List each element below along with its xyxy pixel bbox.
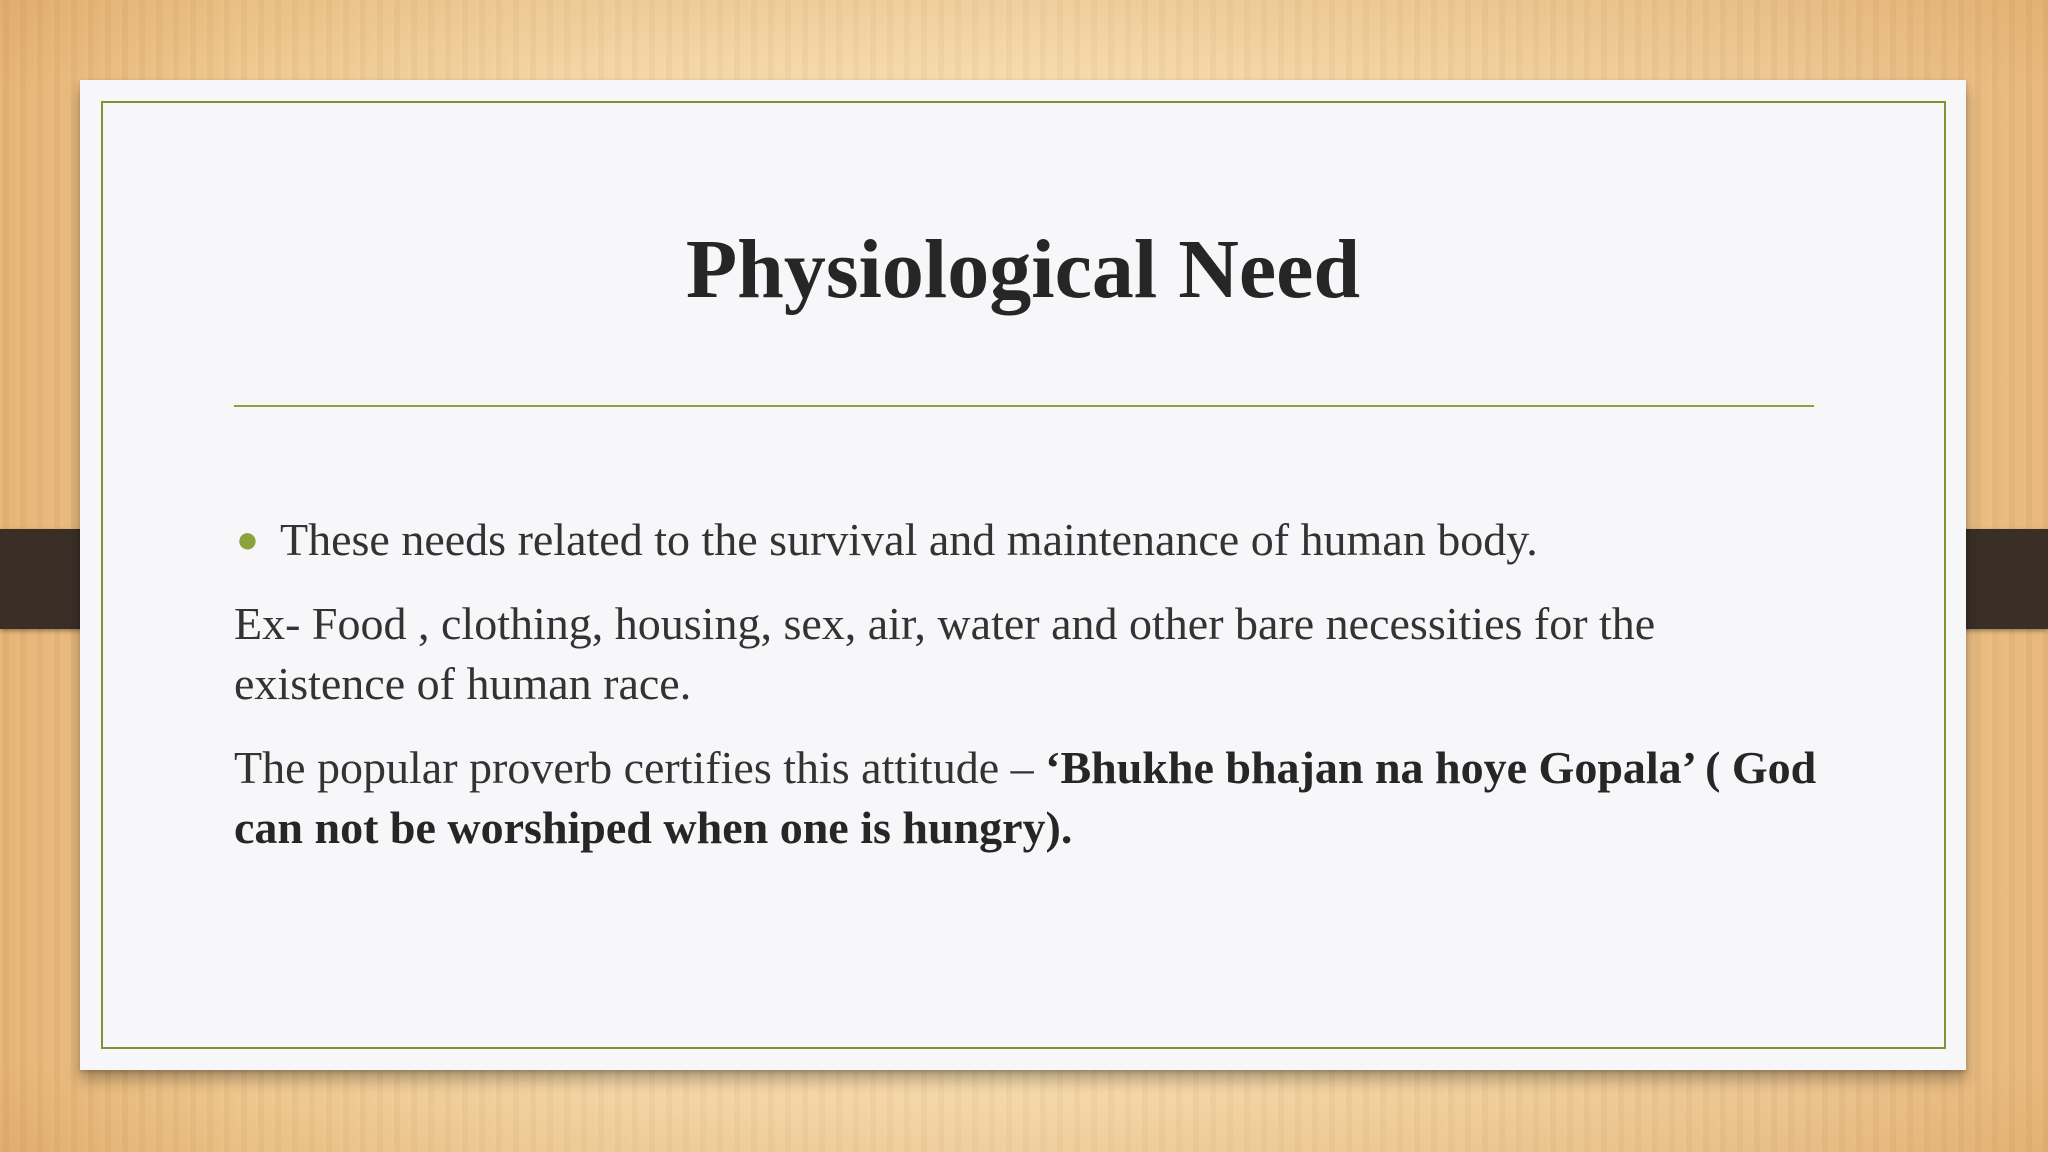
slide-title: Physiological Need	[685, 223, 1361, 316]
bullet-dot-icon: ●	[236, 519, 259, 561]
proverb-quote: ‘Bhukhe bhajan na hoye Gopala’ ( God can not be worshiped when one is hungry).	[234, 742, 1817, 853]
proverb-paragraph	[234, 738, 1834, 858]
background-bottom-shade	[0, 1062, 2048, 1152]
slide-card	[80, 80, 1966, 1070]
slide-content	[234, 510, 1834, 882]
bullet-item	[234, 510, 1834, 570]
proverb-intro: The popular proverb certifies this attitude –	[234, 742, 1046, 793]
bullet-text: These needs related to the survival and maintenance of human body.	[280, 514, 1538, 565]
example-paragraph: Ex- Food , clothing, housing, sex, air, water and other bare necessities for the existence of human race.	[234, 598, 1656, 709]
background-top-shade	[0, 0, 2048, 90]
title-divider	[234, 405, 1814, 407]
